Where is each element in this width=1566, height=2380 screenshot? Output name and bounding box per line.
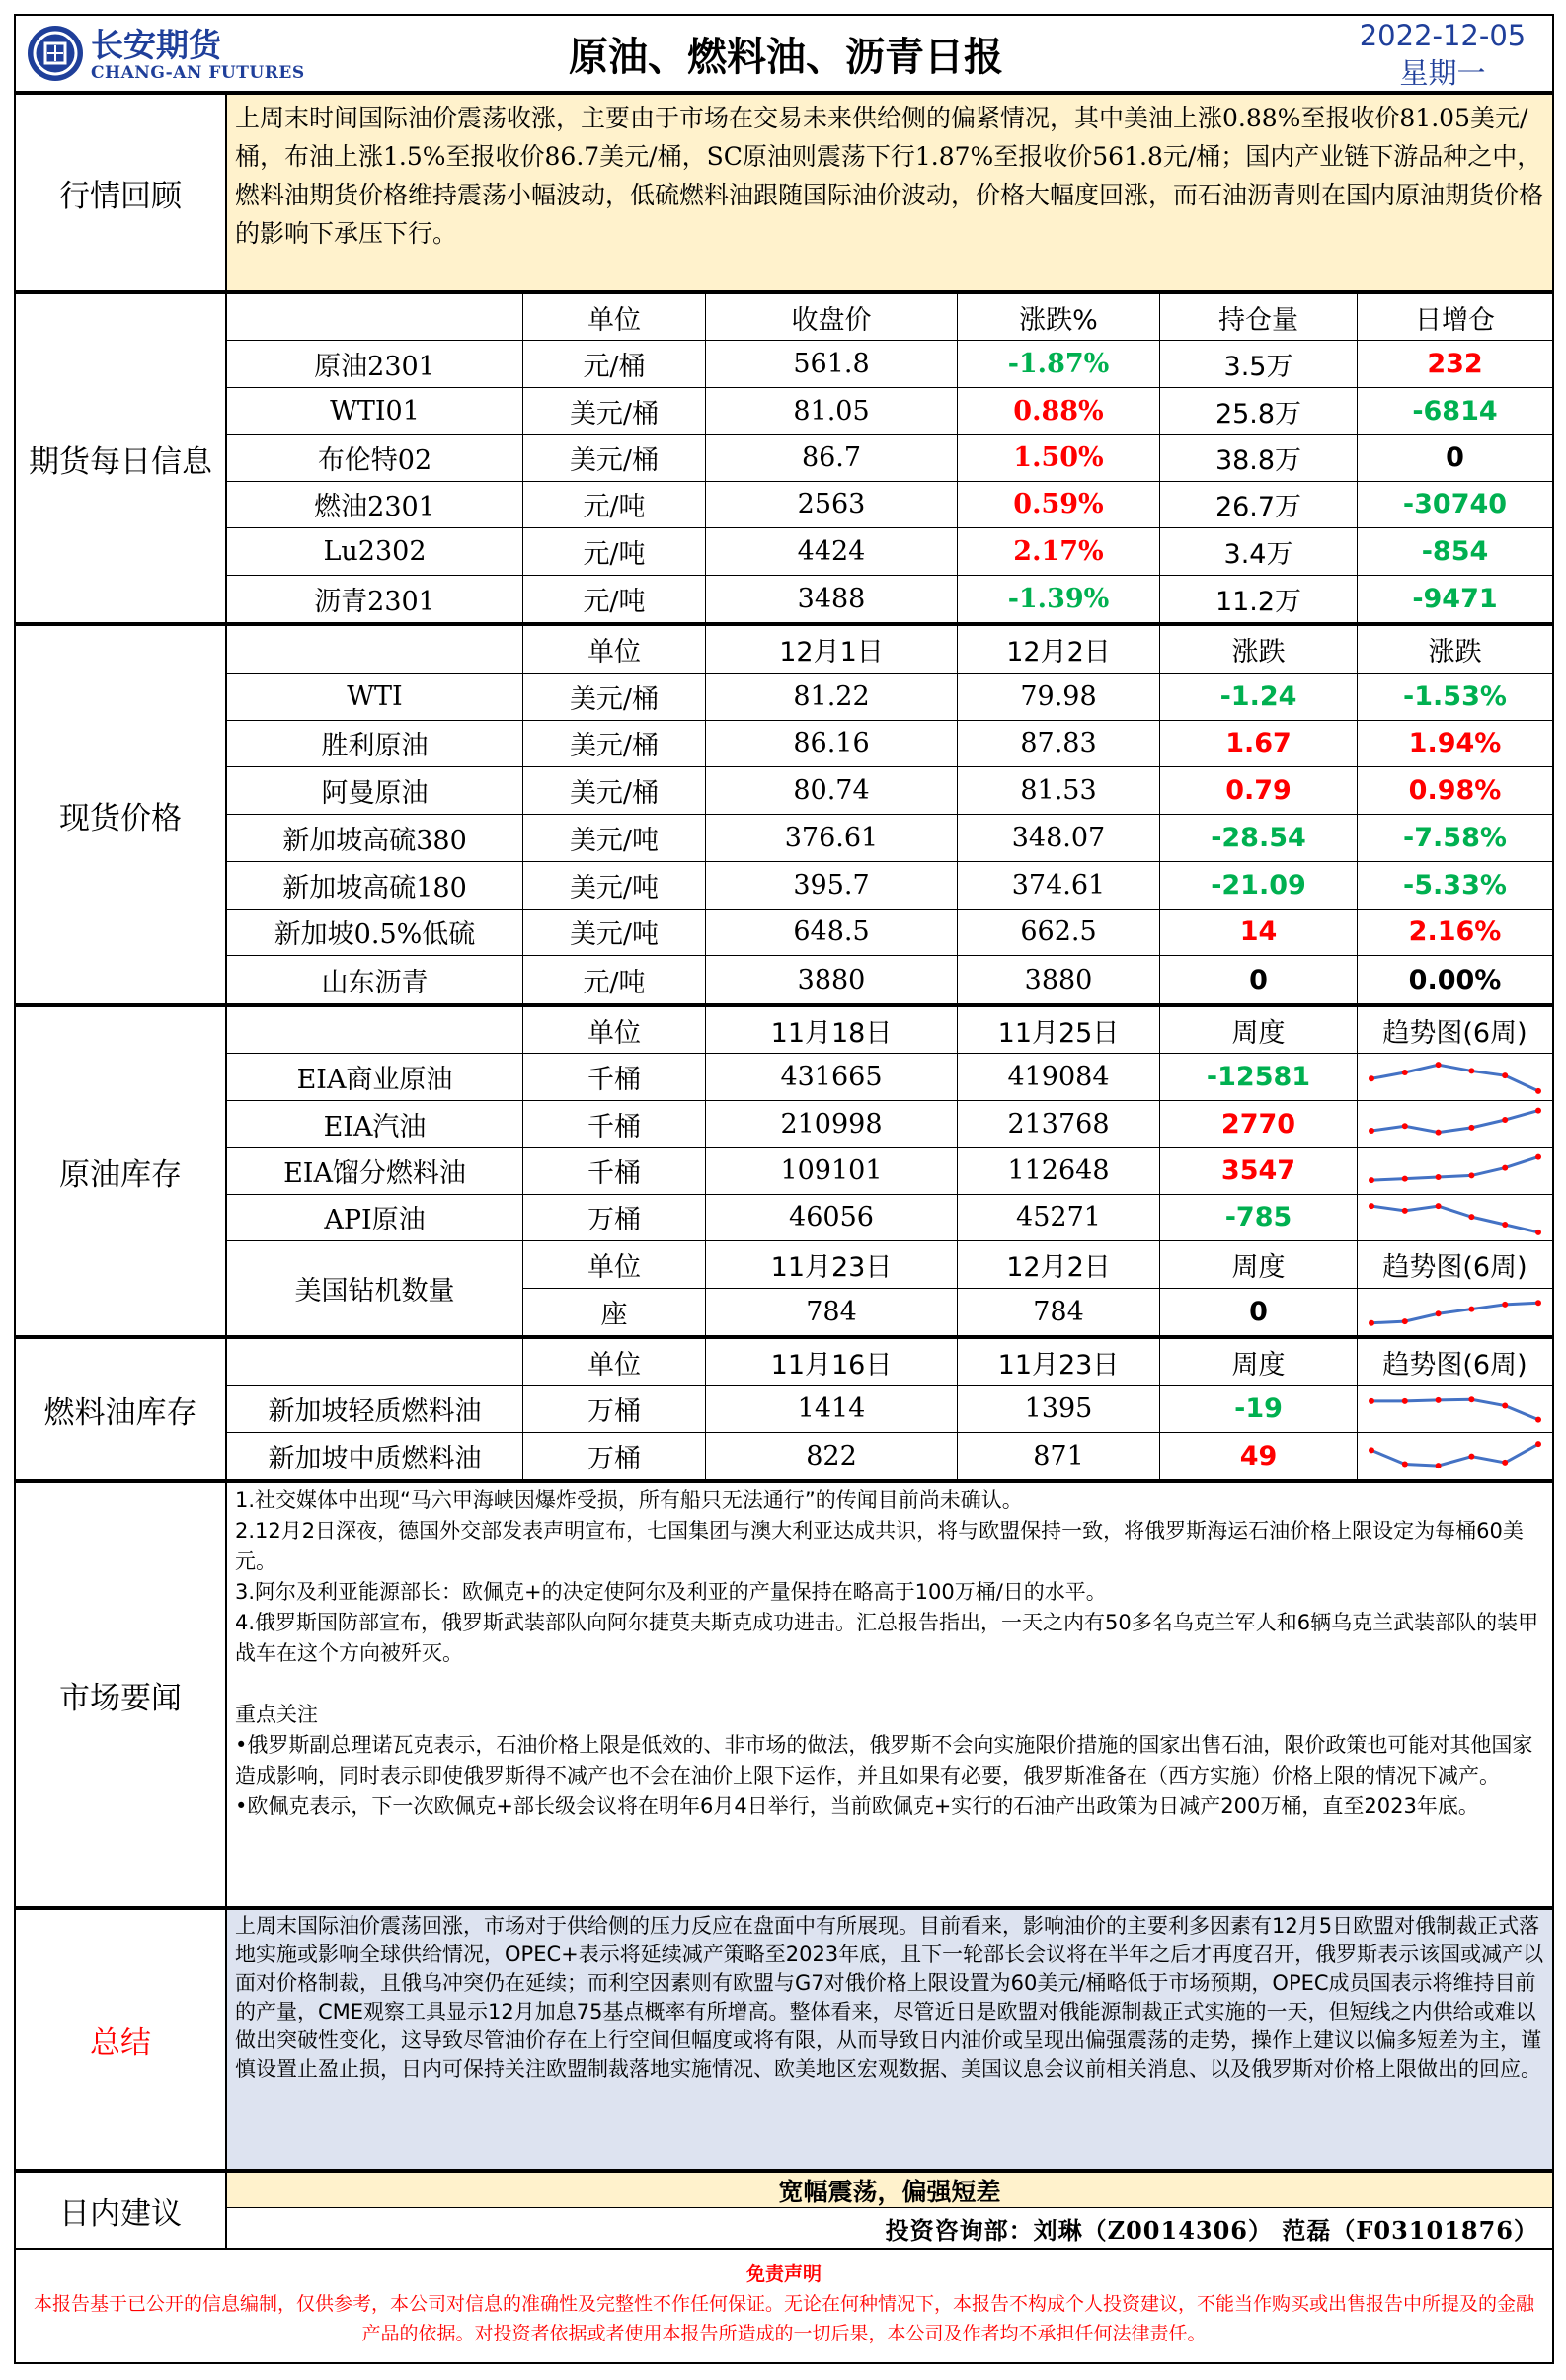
sparkline-point — [1369, 1319, 1374, 1325]
sparkline-point — [1502, 1222, 1508, 1228]
sparkline-point — [1468, 1306, 1474, 1311]
sparkline-point — [1502, 1073, 1508, 1079]
spot-label: 现货价格 — [16, 626, 227, 1003]
change-percent: 2.17% — [958, 528, 1160, 575]
change-percent: 0.59% — [958, 482, 1160, 528]
price-day2: 87.83 — [958, 721, 1160, 768]
report-weekday: 星期一 — [1399, 55, 1486, 90]
spacer — [235, 1669, 1544, 1700]
row-name: 新加坡0.5%低硫 — [227, 910, 523, 957]
weekly-change: -19 — [1160, 1386, 1358, 1432]
sparkline-point — [1468, 1453, 1474, 1459]
price-change: 14 — [1160, 910, 1358, 957]
sparkline-point — [1535, 1088, 1541, 1094]
report-header — [14, 14, 1554, 93]
row-unit: 美元/桶 — [523, 388, 706, 435]
column-header: 12月1日 — [706, 626, 958, 674]
row-name: EIA商业原油 — [227, 1054, 523, 1100]
sparkline-point — [1468, 1214, 1474, 1220]
inventory-latest: 213768 — [958, 1101, 1160, 1148]
sparkline-line — [1371, 1066, 1538, 1092]
sparkline-point — [1402, 1176, 1408, 1182]
trend-sparkline — [1358, 1054, 1552, 1100]
change-percent: 1.50% — [958, 435, 1160, 481]
row-unit: 千桶 — [523, 1148, 706, 1194]
inventory-prev: 1414 — [706, 1386, 958, 1432]
sparkline-point — [1535, 1154, 1541, 1160]
sparkline-line — [1371, 1206, 1538, 1232]
report-date: 2022-12-05 — [1359, 19, 1527, 52]
sparkline-line — [1371, 1110, 1538, 1132]
trend-sparkline — [1358, 1386, 1552, 1432]
column-header: 单位 — [523, 294, 706, 341]
column-header: 11月23日 — [958, 1339, 1160, 1386]
price-change: 0 — [1160, 956, 1358, 1003]
row-unit: 千桶 — [523, 1101, 706, 1148]
sparkline-point — [1402, 1398, 1408, 1404]
close-price: 4424 — [706, 528, 958, 575]
news-item: 2.12月2日深夜，德国外交部发表声明宣布，七国集团与澳大利亚达成共识，将与欧盟保持一致，将俄罗斯海运石油价格上限设定为每桶60美元。 — [235, 1519, 1524, 1573]
weekly-change: 49 — [1160, 1433, 1358, 1479]
weekly-change: -12581 — [1160, 1054, 1358, 1100]
summary-label: 总结 — [16, 1910, 227, 2169]
column-header: 周度 — [1160, 1339, 1358, 1386]
sparkline-point — [1468, 1173, 1474, 1179]
close-price: 86.7 — [706, 435, 958, 481]
open-interest: 3.5万 — [1160, 341, 1358, 387]
sparkline-point — [1468, 1125, 1474, 1131]
row-name: 山东沥青 — [227, 956, 523, 1003]
price-change-percent: 1.94% — [1358, 721, 1552, 768]
trend-sparkline — [1358, 1433, 1552, 1479]
oi-change: -9471 — [1412, 583, 1498, 614]
weekly-change: -785 — [1160, 1195, 1358, 1241]
row-name: 新加坡中质燃料油 — [227, 1433, 523, 1479]
row-name: Lu2302 — [227, 528, 523, 575]
sparkline-point — [1436, 1310, 1442, 1316]
focus-item: •俄罗斯副总理诺瓦克表示，石油价格上限是低效的、非市场的做法，俄罗斯不会向实施限价措施的国家出售石油，限价政策也可能对其他国家造成影响，同时表示即使俄罗斯得不减产也不会在油价上限下运作，并且如果有必要，俄罗斯准备在（西方实施）价格上限的情况下减产。 — [235, 1733, 1533, 1787]
column-header: 涨跌% — [958, 294, 1160, 341]
fuel-inventory-label: 燃料油库存 — [16, 1339, 227, 1479]
sparkline-point — [1436, 1129, 1442, 1135]
summary-section — [14, 1908, 1554, 2171]
column-header: 单位 — [523, 1339, 706, 1386]
sparkline-line — [1371, 1400, 1538, 1420]
row-name: 布伦特02 — [227, 435, 523, 481]
rig-weekly-change: 0 — [1160, 1289, 1358, 1335]
sparkline-point — [1369, 1398, 1374, 1404]
close-price: 3488 — [706, 576, 958, 622]
sparkline-point — [1502, 1165, 1508, 1171]
page-title: 原油、燃料油、沥青日报 — [569, 34, 1003, 80]
row-unit: 美元/吨 — [523, 910, 706, 957]
row-name: 胜利原油 — [227, 721, 523, 768]
row-unit: 元/吨 — [523, 482, 706, 528]
open-interest: 26.7万 — [1160, 482, 1358, 528]
column-header: 11月18日 — [706, 1007, 958, 1054]
news-item: 1.社交媒体中出现“马六甲海峡因爆炸受损，所有船只无法通行”的传闻目前尚未确认。 — [235, 1488, 1023, 1512]
sparkline-point — [1402, 1318, 1408, 1324]
oi-change: -6814 — [1358, 388, 1552, 435]
column-header: 趋势图(6周) — [1358, 1007, 1552, 1054]
row-name: WTI — [227, 674, 523, 721]
crude-inventory-table — [227, 1007, 1552, 1335]
trend-sparkline — [1358, 1148, 1552, 1194]
open-interest: 38.8万 — [1160, 435, 1358, 481]
inventory-latest: 419084 — [958, 1054, 1160, 1100]
row-name: 阿曼原油 — [227, 767, 523, 815]
column-header: 涨跌 — [1160, 626, 1358, 674]
sparkline-point — [1369, 1203, 1374, 1209]
price-day2: 374.61 — [958, 862, 1160, 910]
sparkline-point — [1436, 1203, 1442, 1209]
sparkline-point — [1369, 1076, 1374, 1082]
price-change: 0.79 — [1160, 767, 1358, 815]
row-name: 新加坡高硫180 — [227, 862, 523, 910]
trend-sparkline — [1358, 1101, 1552, 1148]
column-header — [227, 1007, 523, 1054]
change-percent: -1.87% — [958, 341, 1160, 387]
inventory-latest: 1395 — [958, 1386, 1160, 1432]
trend-chart-cell — [1358, 1148, 1552, 1194]
row-name: EIA汽油 — [227, 1101, 523, 1148]
rig-count-name: 美国钻机数量 — [227, 1241, 523, 1335]
weekly-change: 3547 — [1160, 1148, 1358, 1194]
price-change-percent: -1.53% — [1358, 674, 1552, 721]
column-header: 趋势图(6周) — [1358, 1339, 1552, 1386]
inventory-latest: 45271 — [958, 1195, 1160, 1241]
row-unit: 千桶 — [523, 1054, 706, 1100]
inventory-prev: 431665 — [706, 1054, 958, 1100]
row-name: 新加坡高硫380 — [227, 815, 523, 862]
column-header: 单位 — [523, 626, 706, 674]
oi-change: -30740 — [1358, 482, 1552, 528]
row-name: 新加坡轻质燃料油 — [227, 1386, 523, 1432]
sparkline-point — [1468, 1069, 1474, 1074]
row-unit: 美元/吨 — [523, 815, 706, 862]
column-header: 12月2日 — [958, 626, 1160, 674]
row-name: 沥青2301 — [227, 576, 523, 622]
price-day1: 86.16 — [706, 721, 958, 768]
sparkline-point — [1436, 1397, 1442, 1403]
sparkline-line — [1371, 1303, 1538, 1322]
sparkline-point — [1502, 1403, 1508, 1409]
oi-change: 232 — [1358, 341, 1552, 387]
column-header: 收盘价 — [706, 294, 958, 341]
oi-change: 0 — [1358, 435, 1552, 481]
futures-section — [14, 292, 1554, 624]
row-unit: 万桶 — [523, 1386, 706, 1432]
price-change-percent: -5.33% — [1358, 862, 1552, 910]
sparkline-point — [1535, 1417, 1541, 1423]
price-day2: 3880 — [958, 956, 1160, 1003]
sparkline-point — [1468, 1397, 1474, 1403]
close-price: 561.8 — [706, 341, 958, 387]
oi-change: -854 — [1358, 528, 1552, 575]
price-change-percent: 0.00% — [1408, 964, 1502, 995]
sparkline-point — [1535, 1230, 1541, 1235]
sparkline-point — [1369, 1177, 1374, 1183]
column-header: 趋势图(6周) — [1358, 1241, 1552, 1288]
open-interest: 11.2万 — [1160, 576, 1358, 622]
sparkline-point — [1502, 1301, 1508, 1307]
sparkline-point — [1402, 1461, 1408, 1467]
row-unit: 美元/桶 — [523, 674, 706, 721]
sparkline-point — [1402, 1123, 1408, 1129]
sparkline-point — [1369, 1447, 1374, 1453]
column-header: 周度 — [1160, 1007, 1358, 1054]
row-name: WTI01 — [227, 388, 523, 435]
inventory-prev: 109101 — [706, 1148, 958, 1194]
trend-sparkline — [1358, 1289, 1552, 1335]
disclaimer-section — [14, 2250, 1554, 2364]
inventory-prev: 210998 — [706, 1101, 958, 1148]
price-day2: 79.98 — [958, 674, 1160, 721]
column-header: 11月16日 — [706, 1339, 958, 1386]
column-header: 12月2日 — [958, 1241, 1160, 1288]
change-percent: 0.88% — [958, 388, 1160, 435]
crude-inventory-label: 原油库存 — [16, 1007, 227, 1335]
logo-cn: 长安期货 — [91, 26, 221, 64]
trend-chart-cell — [1358, 1054, 1552, 1100]
crude-inventory-section — [14, 1005, 1554, 1337]
column-header — [227, 1339, 523, 1386]
column-header: 单位 — [523, 1241, 706, 1288]
fuel-inventory-section — [14, 1337, 1554, 1481]
news-section — [14, 1481, 1554, 1908]
price-change-percent: 2.16% — [1358, 910, 1552, 957]
trend-chart-cell — [1358, 1386, 1552, 1432]
row-unit: 座 — [523, 1289, 706, 1335]
price-change: -28.54 — [1160, 815, 1358, 862]
close-price: 2563 — [706, 482, 958, 528]
row-unit: 万桶 — [523, 1433, 706, 1479]
sparkline-line — [1371, 1157, 1538, 1181]
fuel-inventory-table — [227, 1339, 1552, 1479]
inventory-latest: 871 — [958, 1433, 1160, 1479]
sparkline-point — [1535, 1300, 1541, 1306]
spot-table — [227, 626, 1552, 1003]
summary-text: 上周末国际油价震荡回涨，市场对于供给侧的压力反应在盘面中有所展现。目前看来，影响油价的主要利多因素有12月5日欧盟对俄制裁正式落地实施或影响全球供给情况，OPEC+表示将延续减产策略至2023年底，且下一轮部长会议将在半年之后才再度召开，俄罗斯表示该国或减产以面对价格制裁，且俄乌冲突仍在延续；而利空因素则有欧盟与G7对俄价格上限设置为60美元/桶略低于市场预期，OPEC成员国表示将维持目前的产量，CME观察工具显示12月加息75基点概率有所增高。整体看来，尽管近日是欧盟对俄能源制裁正式实施的一天，但短线之内供给或难以做出突破性变化，这导致尽管油价存在上行空间但幅度或将有限，从而导致日内油价或呈现出偏强震荡的走势，操作上建议以偏多短差为主，谨慎设置止盈止损，日内可保持关注欧盟制裁落地实施情况、欧美地区宏观数据、美国议息会议前相关消息、以及俄罗斯对价格上限做出的回应。 — [227, 1910, 1552, 2169]
row-name: 燃油2301 — [227, 482, 523, 528]
price-day2: 662.5 — [958, 910, 1160, 957]
rig-latest: 784 — [958, 1289, 1160, 1335]
close-price: 81.05 — [706, 388, 958, 435]
row-unit: 元/吨 — [523, 576, 706, 622]
price-change: -21.09 — [1160, 862, 1358, 910]
open-interest: 25.8万 — [1160, 388, 1358, 435]
row-name: EIA馏分燃料油 — [227, 1148, 523, 1194]
sparkline-point — [1502, 1117, 1508, 1123]
price-day1: 81.22 — [706, 674, 958, 721]
rig-prev: 784 — [706, 1289, 958, 1335]
row-unit: 美元/桶 — [523, 435, 706, 481]
news-item: 3.阿尔及利亚能源部长：欧佩克+的决定使阿尔及利亚的产量保持在略高于100万桶/日的水平。 — [235, 1580, 1107, 1604]
trend-chart-cell — [1358, 1289, 1552, 1335]
price-change-percent: 0.98% — [1358, 767, 1552, 815]
trend-chart-cell — [1358, 1195, 1552, 1241]
price-day1: 648.5 — [706, 910, 958, 957]
price-day1: 395.7 — [706, 862, 958, 910]
review-text: 上周末时间国际油价震荡收涨，主要由于市场在交易未来供给侧的偏紧情况，其中美油上涨0.88%至报收价81.05美元/桶，布油上涨1.5%至报收价86.7美元/桶，SC原油则震荡下行1.87%至报收价561.8元/桶；国内产业链下游品种之中，燃料油期货价格维持震荡小幅波动，低硫燃料油跟随国际油价波动，价格大幅度回涨，而石油沥青则在国内原油期货价格的影响下承压下行。 — [227, 95, 1552, 290]
row-name: 原油2301 — [227, 341, 523, 387]
futures-label: 期货每日信息 — [16, 294, 227, 622]
news-content — [227, 1483, 1552, 1906]
column-header: 持仓量 — [1160, 294, 1358, 341]
trend-chart-cell — [1358, 1433, 1552, 1479]
logo-en: CHANG-AN FUTURES — [91, 63, 305, 83]
focus-title: 重点关注 — [235, 1703, 318, 1726]
price-change: 1.67 — [1160, 721, 1358, 768]
advice-section — [14, 2171, 1554, 2250]
row-unit: 美元/吨 — [523, 862, 706, 910]
report-sheet — [14, 14, 1554, 2366]
news-item: 4.俄罗斯国防部宣布，俄罗斯武装部队向阿尔捷莫夫斯克成功进击。汇总报告指出，一天之内有50多名乌克兰军人和6辆乌克兰武装部队的装甲战车在这个方向被歼灭。 — [235, 1611, 1539, 1665]
row-unit: 元/桶 — [523, 341, 706, 387]
column-header — [227, 294, 523, 341]
row-name: API原油 — [227, 1195, 523, 1241]
sparkline-point — [1535, 1441, 1541, 1447]
row-unit: 美元/桶 — [523, 721, 706, 768]
focus-item: •欧佩克表示，下一次欧佩克+部长级会议将在明年6月4日举行，当前欧佩克+实行的石油产出政策为日减产200万桶，直至2023年底。 — [235, 1794, 1479, 1818]
column-header: 周度 — [1160, 1241, 1358, 1288]
column-header: 日增仓 — [1358, 294, 1552, 341]
sparkline-point — [1402, 1070, 1408, 1075]
column-header: 单位 — [523, 1007, 706, 1054]
logo-icon — [26, 22, 85, 85]
trend-sparkline — [1358, 1195, 1552, 1241]
sparkline-point — [1369, 1128, 1374, 1134]
row-unit: 元/吨 — [523, 528, 706, 575]
review-section — [14, 93, 1554, 292]
inventory-prev: 46056 — [706, 1195, 958, 1241]
futures-table — [227, 294, 1552, 622]
column-header: 11月25日 — [958, 1007, 1160, 1054]
sparkline-point — [1436, 1463, 1442, 1468]
advice-label: 日内建议 — [16, 2173, 227, 2248]
sparkline-point — [1535, 1107, 1541, 1113]
column-header: 11月23日 — [706, 1241, 958, 1288]
row-unit: 美元/桶 — [523, 767, 706, 815]
price-change-percent: -7.58% — [1358, 815, 1552, 862]
price-day2: 348.07 — [958, 815, 1160, 862]
price-day2: 81.53 — [958, 767, 1160, 815]
spot-section — [14, 624, 1554, 1005]
disclaimer-title: 免责声明 — [745, 2262, 822, 2285]
advice-text: 宽幅震荡，偏强短差 — [227, 2173, 1552, 2208]
column-header: 涨跌 — [1358, 626, 1552, 674]
inventory-latest: 112648 — [958, 1148, 1160, 1194]
sparkline-point — [1436, 1063, 1442, 1069]
price-day1: 80.74 — [706, 767, 958, 815]
analysts: 投资咨询部：刘琳（Z0014306） 范磊（F03101876） — [885, 2215, 1538, 2245]
open-interest: 3.4万 — [1160, 528, 1358, 575]
trend-chart-cell — [1358, 1101, 1552, 1148]
row-unit: 元/吨 — [523, 956, 706, 1003]
review-label: 行情回顾 — [16, 95, 227, 290]
sparkline-point — [1402, 1208, 1408, 1214]
weekly-change: 2770 — [1160, 1101, 1358, 1148]
sparkline-point — [1436, 1174, 1442, 1180]
inventory-prev: 822 — [706, 1433, 958, 1479]
column-header — [227, 626, 523, 674]
news-label: 市场要闻 — [16, 1483, 227, 1906]
disclaimer-text: 本报告基于已公开的信息编制，仅供参考，本公司对信息的准确性及完整性不作任何保证。无论在何种情况下，本报告不构成个人投资建议，不能当作购买或出售报告中所提及的金融产品的依据。对投资者依据或者使用本报告所造成的一切后果，本公司及作者均不承担任何法律责任。 — [33, 2293, 1534, 2344]
row-unit: 万桶 — [523, 1195, 706, 1241]
price-day1: 376.61 — [706, 815, 958, 862]
price-change: -1.24 — [1160, 674, 1358, 721]
sparkline-point — [1502, 1460, 1508, 1466]
change-percent: -1.39% — [958, 576, 1160, 622]
price-day1: 3880 — [706, 956, 958, 1003]
sparkline-line — [1371, 1444, 1538, 1466]
